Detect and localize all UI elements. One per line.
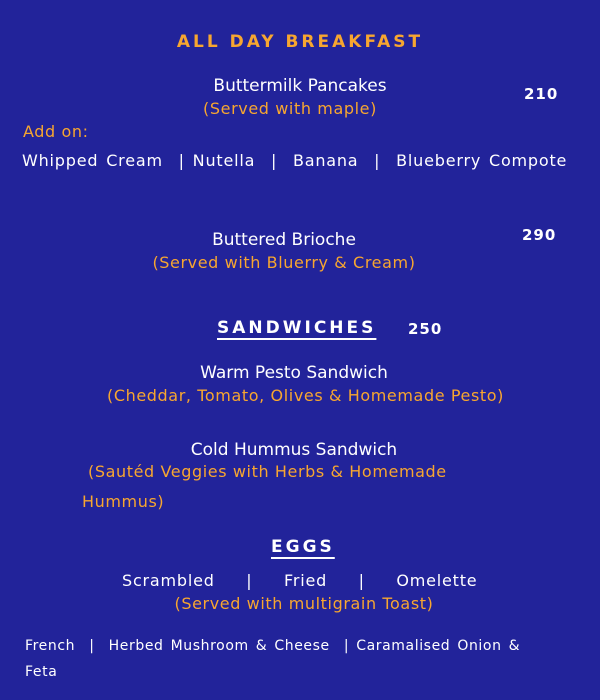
brioche-desc: (Served with Bluerry & Cream) [152,253,416,272]
eggs-heading: EGGS [271,537,335,557]
breakfast-heading: ALL DAY BREAKFAST [176,32,424,52]
hummus-desc-line1: (Sautéd Veggies with Herbs & Homemade [88,462,447,481]
omelette-options-line2: Feta [25,664,58,680]
sandwiches-price: 250 [408,320,443,338]
hummus-name: Cold Hummus Sandwich [190,440,398,460]
pesto-desc: (Cheddar, Tomato, Olives & Homemade Pesto) [107,386,505,405]
pancakes-price: 210 [524,85,559,103]
eggs-desc: (Served with multigrain Toast) [174,594,434,613]
brioche-price: 290 [522,226,557,244]
addon-list: Whipped Cream | Nutella | Banana | Blueberry Compote [22,151,568,170]
pesto-name: Warm Pesto Sandwich [200,363,388,383]
sandwiches-heading: SANDWICHES [217,318,377,338]
hummus-desc-line2: Hummus) [82,492,165,511]
pancakes-desc: (Served with maple) [203,99,377,118]
brioche-name: Buttered Brioche [212,230,356,250]
egg-styles: Scrambled | Fried | Omelette [122,571,478,590]
omelette-options-line1: French | Herbed Mushroom & Cheese | Caramalised Onion & [25,638,521,654]
pancakes-name: Buttermilk Pancakes [213,76,387,96]
addon-label: Add on: [23,122,89,141]
